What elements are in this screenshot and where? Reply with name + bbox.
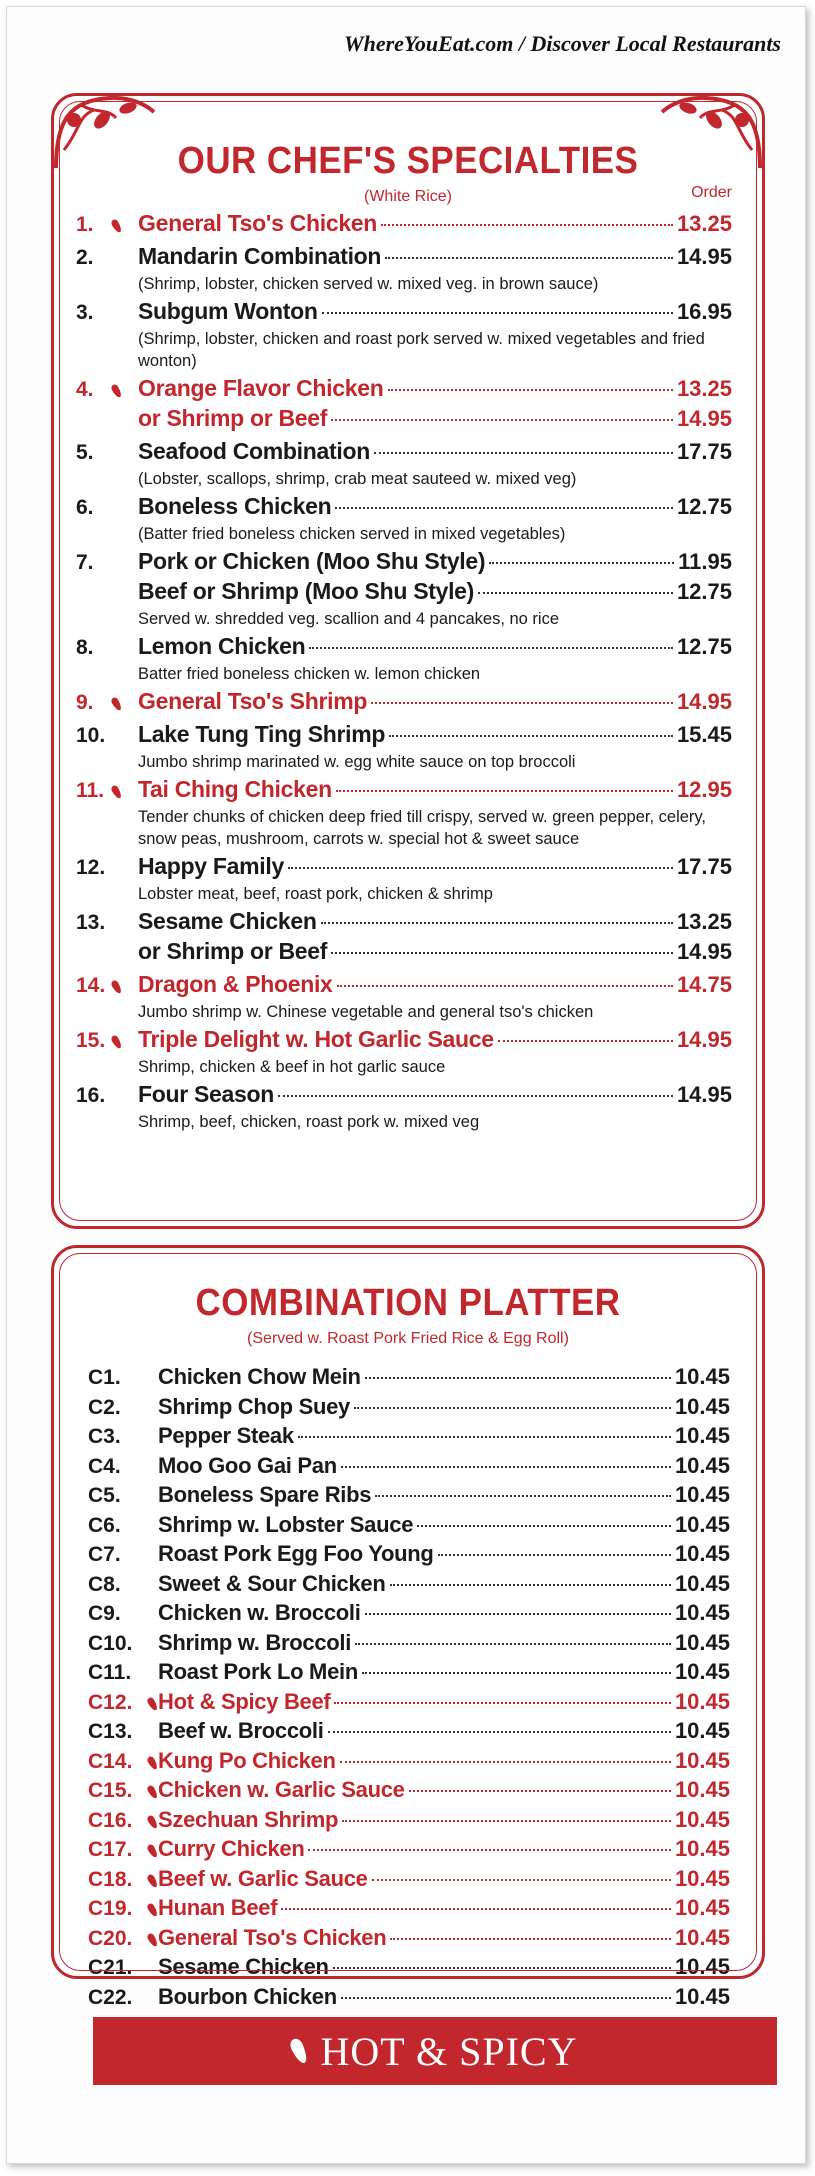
dot-leader	[371, 702, 673, 704]
item-name: Hot & Spicy Beef	[158, 1688, 331, 1714]
item-price: 17.75	[676, 439, 732, 464]
item-number: 13.	[76, 911, 106, 934]
menu-item-line	[76, 776, 732, 806]
dot-leader	[341, 1466, 671, 1468]
combo-item	[88, 1541, 730, 1571]
item-number: 8.	[76, 636, 94, 659]
item-name: Roast Pork Egg Foo Young	[158, 1541, 434, 1566]
item-name: Szechuan Shrimp	[158, 1806, 339, 1832]
dot-leader	[337, 985, 673, 987]
dot-leader	[385, 257, 673, 259]
item-number: 3.	[76, 301, 94, 324]
item-number: C11.	[88, 1661, 132, 1684]
dot-leader	[321, 922, 673, 924]
item-number: 12.	[76, 856, 106, 879]
item-name: Orange Flavor Chicken	[138, 375, 384, 401]
combo-item	[88, 1394, 730, 1424]
menu-item	[76, 721, 732, 773]
combo-item	[88, 1748, 730, 1778]
item-name: Shrimp w. Lobster Sauce	[158, 1511, 414, 1537]
item-price: 10.45	[674, 1659, 730, 1684]
item-number: 1.	[76, 213, 94, 236]
dot-leader	[390, 1938, 671, 1940]
item-name: Tai Ching Chicken	[138, 776, 332, 802]
item-name: Dragon & Phoenix	[138, 971, 333, 997]
item-price: 10.45	[674, 1511, 730, 1537]
item-price: 14.95	[676, 689, 732, 714]
item-price: 12.75	[676, 579, 732, 604]
item-description: Jumbo shrimp w. Chinese vegetable and general tso's chicken	[138, 1003, 594, 1021]
item-name: Four Season	[138, 1081, 275, 1107]
specialties-list	[76, 210, 732, 1136]
item-name: Sweet & Sour Chicken	[158, 1570, 386, 1596]
item-number: 10.	[76, 724, 106, 747]
item-name: Bourbon Chicken	[158, 1983, 337, 2009]
item-number: C16.	[88, 1808, 133, 1832]
section-subtitle: (White Rice)	[363, 188, 452, 205]
menu-item-line	[76, 405, 732, 435]
item-number: C17.	[88, 1838, 133, 1861]
menu-item	[76, 493, 732, 545]
chefs-specialties-panel	[51, 93, 765, 1229]
item-description: Shrimp, chicken & beef in hot garlic sauce	[138, 1058, 446, 1076]
menu-item-line	[76, 1081, 732, 1111]
item-number: C14.	[88, 1749, 133, 1773]
dot-leader	[340, 1761, 671, 1763]
item-price: 14.95	[676, 406, 732, 431]
item-price: 10.45	[674, 1423, 730, 1448]
menu-item-line	[76, 210, 732, 240]
item-number: 15.	[76, 1029, 106, 1052]
combo-item	[88, 1482, 730, 1512]
item-description: (Shrimp, lobster, chicken served w. mixed veg. in brown sauce)	[138, 275, 599, 293]
item-description: Jumbo shrimp marinated w. egg white sauce on top broccoli	[138, 753, 576, 771]
menu-item-line	[76, 908, 732, 938]
menu-item-line	[76, 298, 732, 328]
menu-item-line	[76, 938, 732, 968]
menu-item-line	[76, 578, 732, 608]
section-subtitle: (Served w. Roast Pork Fried Rice & Egg Roll)	[247, 1330, 569, 1347]
combo-item	[88, 1836, 730, 1866]
dot-leader	[498, 1040, 673, 1042]
menu-item	[76, 1081, 732, 1133]
dot-leader	[375, 1495, 671, 1497]
item-number: 7.	[76, 551, 94, 574]
item-price: 13.25	[676, 909, 732, 934]
dot-leader	[331, 952, 673, 954]
menu-item-line	[76, 493, 732, 523]
item-price: 10.45	[674, 1836, 730, 1861]
item-price: 10.45	[674, 1570, 730, 1596]
item-price: 10.45	[674, 1393, 730, 1419]
item-name: Boneless Chicken	[138, 493, 332, 519]
item-name: Chicken Chow Mein	[158, 1364, 361, 1389]
item-price: 12.75	[676, 634, 732, 659]
menu-item-line	[76, 1026, 732, 1056]
menu-item	[76, 853, 732, 905]
item-price: 10.45	[674, 1865, 730, 1891]
item-number: C15.	[88, 1779, 133, 1802]
item-description: (Batter fried boneless chicken served in mixed vegetables)	[138, 525, 566, 543]
combo-item	[88, 1659, 730, 1689]
dot-leader	[489, 562, 674, 564]
dot-leader	[372, 1879, 671, 1881]
item-name: Kung Po Chicken	[158, 1747, 336, 1773]
order-label: Order	[691, 184, 732, 201]
dot-leader	[328, 1731, 671, 1733]
item-price: 12.75	[676, 494, 732, 519]
hot-spicy-legend	[93, 2017, 777, 2085]
section-title: COMBINATION PLATTER	[195, 1282, 621, 1324]
item-price: 10.45	[674, 1983, 730, 2009]
item-price: 10.45	[674, 1600, 730, 1625]
item-name: Pepper Steak	[158, 1423, 294, 1448]
combo-item	[88, 1954, 730, 1984]
menu-item-line	[76, 853, 732, 883]
item-number: C9.	[88, 1602, 121, 1625]
item-number: 4.	[76, 378, 94, 401]
item-description: Served w. shredded veg. scallion and 4 pancakes, no rice	[138, 610, 560, 628]
item-name: Shrimp Chop Suey	[158, 1393, 350, 1419]
combination-platter-panel	[51, 1245, 765, 2009]
dot-leader	[322, 312, 673, 314]
menu-item	[76, 971, 732, 1023]
dot-leader	[365, 1377, 671, 1379]
item-number: C6.	[88, 1513, 121, 1537]
item-number: C18.	[88, 1867, 133, 1891]
dot-leader	[309, 647, 673, 649]
item-name: Beef or Shrimp (Moo Shu Style)	[138, 578, 475, 604]
item-price: 10.45	[674, 1777, 730, 1802]
menu-item	[76, 688, 732, 718]
combo-item	[88, 1364, 730, 1394]
item-number: 5.	[76, 441, 94, 464]
item-name: Sesame Chicken	[138, 908, 317, 934]
menu-item-line	[76, 633, 732, 663]
menu-item-line	[76, 721, 732, 751]
item-number: C7.	[88, 1543, 121, 1566]
item-price: 12.95	[676, 777, 732, 802]
item-name: Mandarin Combination	[138, 243, 382, 269]
item-number: C1.	[88, 1366, 121, 1389]
combo-item	[88, 1571, 730, 1601]
menu-item-line	[76, 548, 732, 578]
dot-leader	[374, 452, 673, 454]
menu-item	[76, 776, 732, 850]
dot-leader	[278, 1095, 673, 1097]
combo-item	[88, 1866, 730, 1896]
item-number: 2.	[76, 246, 94, 269]
item-price: 10.45	[674, 1747, 730, 1773]
item-price: 14.95	[676, 939, 732, 964]
menu-item-line	[76, 688, 732, 718]
item-price: 17.75	[676, 854, 732, 879]
menu-page	[6, 6, 806, 2164]
combination-list	[88, 1364, 730, 2013]
item-description: Tender chunks of chicken deep fried till crispy, served w. green pepper, celery, snow peas, mushroom, carrots w. special hot & sweet sauce	[138, 808, 707, 848]
item-name: Lemon Chicken	[138, 633, 306, 659]
item-number: C2.	[88, 1395, 121, 1419]
item-description: Lobster meat, beef, roast pork, chicken & shrimp	[138, 885, 493, 903]
dot-leader	[389, 735, 673, 737]
item-name: or Shrimp or Beef	[138, 938, 328, 964]
item-price: 10.45	[674, 1364, 730, 1389]
dot-leader	[308, 1849, 670, 1851]
item-number: 16.	[76, 1084, 106, 1107]
combo-item	[88, 1925, 730, 1955]
dot-leader	[331, 419, 673, 421]
combo-item	[88, 1423, 730, 1453]
combo-item	[88, 1453, 730, 1483]
dot-leader	[390, 1584, 671, 1586]
dot-leader	[355, 1643, 671, 1645]
combo-item	[88, 1689, 730, 1719]
item-price: 10.45	[674, 1541, 730, 1566]
item-name: Seafood Combination	[138, 438, 370, 464]
dot-leader	[417, 1525, 671, 1527]
dot-leader	[342, 1820, 671, 1822]
dot-leader	[334, 1702, 670, 1704]
menu-item-line	[76, 971, 732, 1001]
dot-leader	[333, 1967, 671, 1969]
dot-leader	[336, 790, 673, 792]
dot-leader	[335, 507, 673, 509]
item-description: Batter fried boneless chicken w. lemon chicken	[138, 665, 481, 683]
item-number: C13.	[88, 1720, 133, 1743]
item-number: C10.	[88, 1631, 133, 1655]
dot-leader	[388, 389, 673, 391]
dot-leader	[281, 1908, 671, 1910]
item-price: 10.45	[674, 1718, 730, 1743]
item-number: 11.	[76, 779, 105, 802]
item-name: Sesame Chicken	[158, 1954, 329, 1979]
item-name: Pork or Chicken (Moo Shu Style)	[138, 548, 486, 574]
item-number: 6.	[76, 496, 94, 519]
item-price: 11.95	[678, 549, 732, 574]
menu-item	[76, 375, 732, 435]
dot-leader	[288, 867, 673, 869]
item-price: 10.45	[674, 1688, 730, 1714]
item-price: 15.45	[676, 722, 732, 747]
item-number: C12.	[88, 1690, 133, 1714]
combo-item	[88, 1718, 730, 1748]
item-name: General Tso's Chicken	[138, 210, 378, 236]
menu-item-line	[76, 243, 732, 273]
item-number: C19.	[88, 1897, 133, 1920]
dot-leader	[362, 1672, 671, 1674]
menu-item	[76, 298, 732, 372]
item-price: 10.45	[674, 1806, 730, 1832]
item-description: (Lobster, scallops, shrimp, crab meat sauteed w. mixed veg)	[138, 470, 577, 488]
menu-item	[76, 633, 732, 685]
item-number: 9.	[76, 691, 94, 714]
item-price: 10.45	[674, 1452, 730, 1478]
item-name: Roast Pork Lo Mein	[158, 1659, 358, 1684]
item-name: General Tso's Chicken	[158, 1924, 387, 1950]
site-banner: WhereYouEat.com / Discover Local Restaurants	[344, 31, 781, 56]
dot-leader	[354, 1407, 671, 1409]
item-price: 14.95	[676, 1082, 732, 1107]
menu-item-line	[76, 375, 732, 405]
item-number: C21.	[88, 1956, 133, 1979]
dot-leader	[341, 1997, 671, 1999]
item-number: C22.	[88, 1985, 133, 2009]
combo-item	[88, 1777, 730, 1807]
menu-item	[76, 243, 732, 295]
menu-item	[76, 908, 732, 968]
menu-item-line	[76, 438, 732, 468]
item-price: 14.95	[676, 244, 732, 269]
item-price: 13.25	[676, 376, 732, 401]
menu-item	[76, 548, 732, 630]
combo-item	[88, 1984, 730, 2014]
combo-item	[88, 1807, 730, 1837]
item-price: 10.45	[674, 1895, 730, 1920]
item-name: Beef w. Broccoli	[158, 1718, 324, 1743]
dot-leader	[478, 592, 673, 594]
item-number: C8.	[88, 1572, 121, 1596]
legend-label: HOT & SPICY	[320, 2028, 578, 2074]
item-number: C20.	[88, 1926, 133, 1950]
item-price: 14.95	[676, 1027, 732, 1052]
item-name: Subgum Wonton	[138, 298, 318, 324]
dot-leader	[365, 1613, 671, 1615]
item-name: Shrimp w. Broccoli	[158, 1629, 352, 1655]
item-name: Lake Tung Ting Shrimp	[138, 721, 386, 747]
item-name: Beef w. Garlic Sauce	[158, 1865, 368, 1891]
item-name: or Shrimp or Beef	[138, 405, 328, 431]
item-name: Chicken w. Broccoli	[158, 1600, 361, 1625]
item-name: Chicken w. Garlic Sauce	[158, 1777, 405, 1802]
item-name: Triple Delight w. Hot Garlic Sauce	[138, 1026, 494, 1052]
item-number: C4.	[88, 1454, 121, 1478]
dot-leader	[409, 1790, 671, 1792]
item-price: 10.45	[674, 1482, 730, 1507]
item-name: Curry Chicken	[158, 1836, 305, 1861]
combo-item	[88, 1600, 730, 1630]
item-price: 16.95	[676, 299, 732, 324]
item-number: 14.	[76, 974, 106, 997]
item-price: 13.25	[676, 211, 732, 236]
combo-item	[88, 1630, 730, 1660]
item-name: Moo Goo Gai Pan	[158, 1452, 337, 1478]
item-number: C5.	[88, 1484, 121, 1507]
combo-item	[88, 1512, 730, 1542]
item-price: 10.45	[674, 1954, 730, 1979]
item-name: General Tso's Shrimp	[138, 688, 368, 714]
item-price: 10.45	[674, 1629, 730, 1655]
item-description: Shrimp, beef, chicken, roast pork w. mixed veg	[138, 1113, 480, 1131]
item-number: C3.	[88, 1425, 121, 1448]
item-name: Happy Family	[138, 853, 284, 879]
menu-item	[76, 1026, 732, 1078]
item-name: Hunan Beef	[158, 1895, 278, 1920]
chili-pepper-icon	[288, 2037, 310, 2066]
item-name: Boneless Spare Ribs	[158, 1482, 372, 1507]
dot-leader	[381, 224, 673, 226]
section-title: OUR CHEF'S SPECIALTIES	[177, 140, 639, 182]
item-price: 14.75	[676, 972, 732, 997]
menu-item	[76, 210, 732, 240]
menu-item	[76, 438, 732, 490]
combo-item	[88, 1895, 730, 1925]
item-description: (Shrimp, lobster, chicken and roast pork served w. mixed vegetables and fried wonton)	[138, 330, 705, 370]
dot-leader	[298, 1436, 671, 1438]
dot-leader	[438, 1554, 671, 1556]
item-price: 10.45	[674, 1924, 730, 1950]
